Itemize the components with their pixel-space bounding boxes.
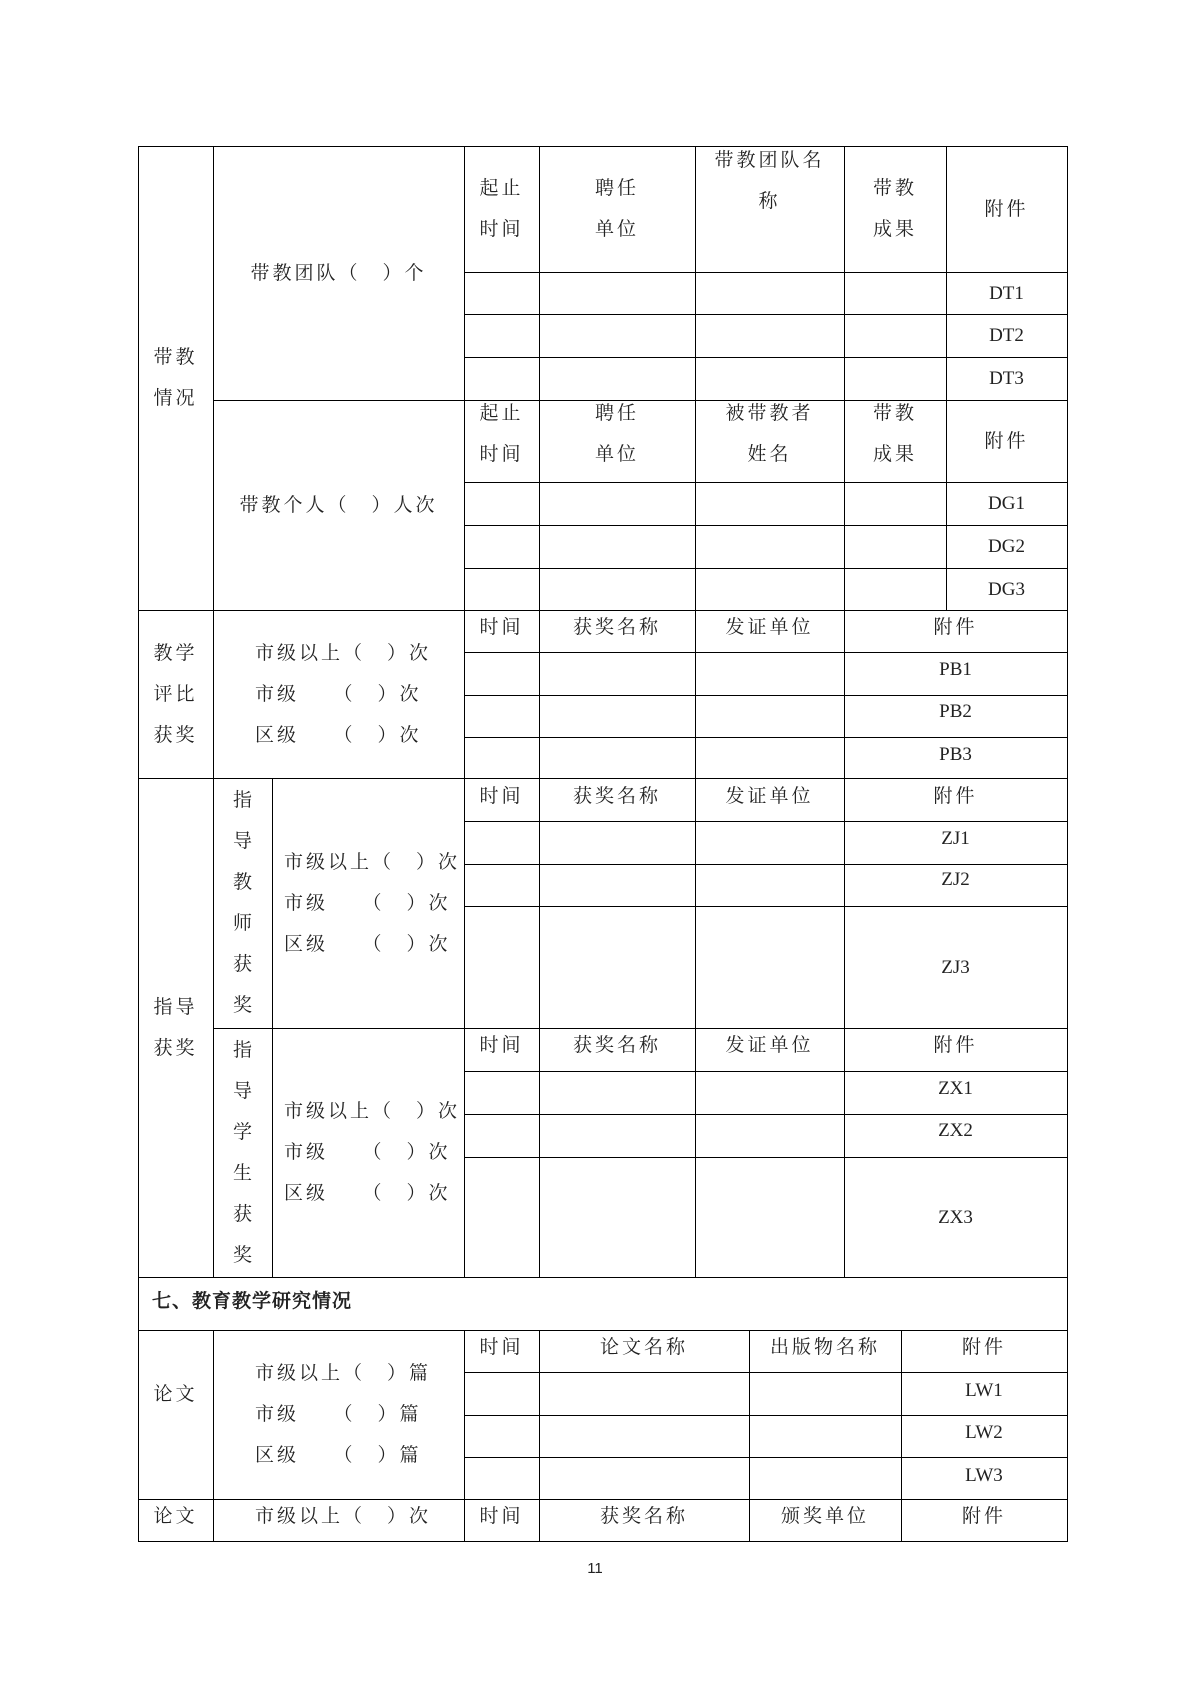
team-header-name: 带教团队名 称 [714, 149, 825, 212]
attachment-dg2: DG2 [988, 536, 1025, 557]
lunwen-award-label: 论文 [153, 1504, 198, 1527]
attachment-dg1: DG1 [988, 493, 1025, 514]
attachment-dg3: DG3 [988, 578, 1025, 600]
attachment-zj3: ZJ3 [941, 956, 970, 978]
attachment-zj2: ZJ2 [941, 868, 970, 890]
attachment-lw3: LW3 [965, 1464, 1003, 1486]
attachment-lw2: LW2 [965, 1422, 1003, 1443]
team-header-time: 起止 时间 [479, 177, 524, 240]
lunwen-label: 论文 [153, 1382, 198, 1405]
pingbi-header-time: 时间 [479, 615, 524, 638]
pingbi-header-award: 获奖名称 [572, 615, 661, 638]
lunwen-header-time: 时间 [479, 1336, 524, 1358]
pingbi-header-attachment: 附件 [933, 615, 978, 638]
attachment-zj1: ZJ1 [941, 828, 970, 849]
attachment-dt1: DT1 [989, 282, 1024, 304]
pingbi-label: 教学 评比 获奖 [153, 641, 198, 746]
section-7-title: 七、教育教学研究情况 [152, 1289, 353, 1312]
attachment-zx2: ZX2 [938, 1120, 973, 1141]
attachment-lw1: LW1 [965, 1379, 1003, 1401]
student-header-attachment: 附件 [933, 1034, 978, 1056]
team-count-text: 带教团队（ ）个 [250, 261, 427, 284]
student-award-counts: 市级以上（ ）次 市级 （ ）次 区级 （ ）次 [284, 1100, 461, 1204]
individual-header-result: 带教 成果 [872, 402, 917, 465]
attachment-pb2: PB2 [939, 701, 972, 722]
attachment-pb3: PB3 [939, 744, 972, 765]
lunwen-award-header-attachment: 附件 [961, 1504, 1006, 1527]
student-header-time: 时间 [479, 1034, 524, 1056]
attachment-dt2: DT2 [989, 325, 1024, 346]
teacher-award-counts: 市级以上（ ）次 市级 （ ）次 区级 （ ）次 [284, 850, 461, 955]
team-header-attachment: 附件 [984, 197, 1029, 220]
teacher-header-issuer: 发证单位 [725, 785, 814, 807]
zhidao-label: 指导 获奖 [153, 995, 198, 1059]
pingbi-counts: 市级以上（ ）次 市级 （ ）次 区级 （ ）次 [255, 641, 432, 746]
lunwen-award-count: 市级以上（ ）次 [255, 1504, 432, 1527]
lunwen-header-publication: 出版物名称 [769, 1336, 880, 1358]
individual-header-time: 起止 时间 [479, 402, 524, 465]
individual-header-name: 被带教者 姓名 [725, 402, 814, 465]
teacher-header-attachment: 附件 [933, 785, 978, 807]
attachment-dt3: DT3 [989, 368, 1024, 389]
pingbi-header-issuer: 发证单位 [725, 615, 814, 638]
lunwen-award-header-award: 获奖名称 [599, 1504, 688, 1527]
lunwen-award-header-issuer: 颁奖单位 [780, 1504, 869, 1527]
lunwen-award-header-time: 时间 [479, 1504, 524, 1527]
individual-count-text: 带教个人（ ）人次 [239, 493, 438, 516]
lunwen-header-title: 论文名称 [599, 1336, 688, 1358]
attachment-zx1: ZX1 [938, 1078, 973, 1099]
individual-header-unit: 聘任 单位 [594, 402, 639, 465]
team-header-unit: 聘任 单位 [594, 177, 639, 240]
teacher-award-label: 指 导 教 师 获 奖 [232, 789, 252, 1016]
student-award-label: 指 导 学 生 获 奖 [232, 1038, 252, 1266]
lunwen-header-attachment: 附件 [961, 1336, 1006, 1358]
student-header-issuer: 发证单位 [725, 1034, 814, 1056]
daijiao-label: 带教 情况 [153, 346, 198, 409]
lunwen-counts: 市级以上（ ）篇 市级 （ ）篇 区级 （ ）篇 [255, 1362, 432, 1466]
teacher-header-award: 获奖名称 [572, 785, 661, 807]
attachment-zx3: ZX3 [938, 1206, 973, 1228]
page-number: 11 [587, 1560, 603, 1577]
teacher-header-time: 时间 [479, 785, 524, 807]
attachment-pb1: PB1 [939, 658, 972, 680]
team-header-result: 带教 成果 [872, 177, 917, 240]
individual-header-attachment: 附件 [984, 429, 1029, 452]
student-header-award: 获奖名称 [572, 1034, 661, 1056]
